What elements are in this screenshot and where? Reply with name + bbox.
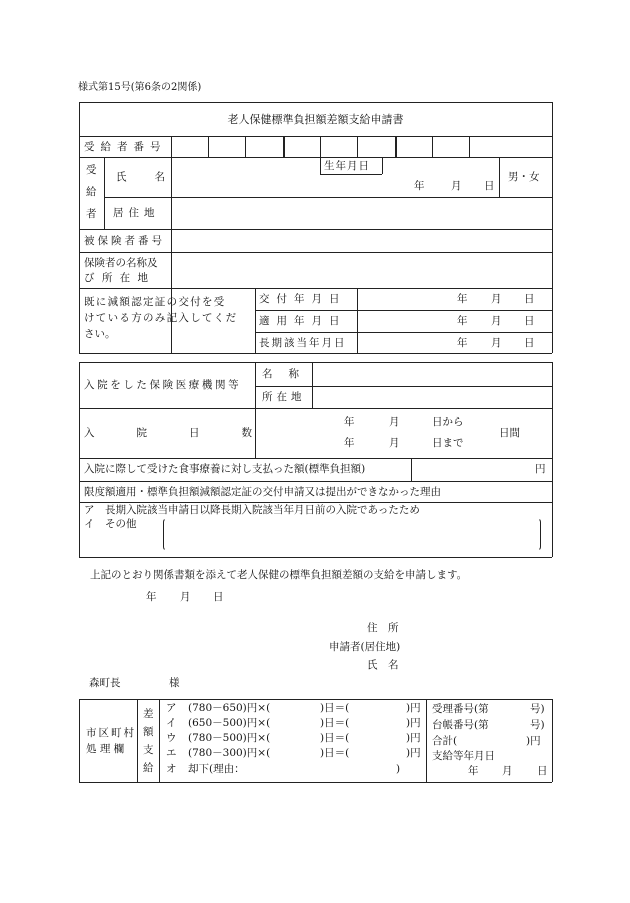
from-year: 年 [344,416,355,428]
calc-row-d-days: )日＝( [320,747,350,759]
office-label-2: 処 理 欄 [86,743,125,755]
to-year: 年 [344,437,355,449]
addressee: 森町長 [89,677,121,689]
applicant-label: 申請者(居住地) [329,641,401,653]
name-label: 氏名 [116,171,193,183]
apply-date-label: 適用年月日 [259,315,347,327]
recipient-side-label-1: 受 [86,164,97,176]
to-month: 月 [389,437,400,449]
form-number: 様式第15号(第6条の2関係) [78,82,202,93]
gender-options[interactable]: 男・女 [508,171,540,183]
calc-row-a-yen: )円 [406,702,421,714]
birthdate-label: 生年月日 [324,160,370,172]
diff-label-3: 支 [143,744,154,756]
applicant-address-label: 住 所 [367,622,399,634]
calc-row-a-days: )日＝( [320,702,350,714]
calc-row-c-days: )日＝( [320,732,350,744]
issue-month: 月 [491,293,502,305]
receipt-number-label: 受理番号(第 [432,703,489,715]
date-month: 月 [180,591,191,603]
name-field[interactable] [172,175,498,196]
application-statement: 上記のとおり関係書類を添えて老人保健の標準負担額差額の支給を申請します。 [90,569,468,581]
calc-row-b-days: )日＝( [320,717,350,729]
insurer-field[interactable] [172,253,551,287]
birth-day: 日 [484,180,495,192]
meal-paid-yen: 円 [535,463,546,475]
hospital-label: 入院をした保険医療機関等 [84,379,242,391]
issue-day: 日 [524,293,535,305]
admission-days-label: 入院日数 [84,427,294,439]
receipt-number-suffix: 号) [530,703,545,715]
apply-month: 月 [491,315,502,327]
recipient-number-boxes[interactable] [172,137,551,157]
calc-row-c-yen: )円 [406,732,421,744]
pay-year: 年 [468,765,479,777]
total-label: 合計( [432,735,458,747]
insured-number-field[interactable] [172,230,551,251]
honorific: 様 [169,677,180,689]
long-term-year: 年 [457,337,468,349]
hospital-address-field[interactable] [313,387,551,407]
meal-paid-field[interactable] [412,459,532,480]
to-suffix: 日まで [432,437,464,449]
recipient-number-label: 受給者番号 [84,141,167,153]
reduced-cert-note-2: けている方のみ記入してくだ [84,312,238,324]
calc-row-b-yen: )円 [406,717,421,729]
insured-number-label: 被保険者番号 [84,235,165,247]
calc-row-b-formula: (650－500)円×( [188,717,271,729]
diff-label-4: 給 [143,762,154,774]
from-month: 月 [389,416,400,428]
calc-row-d-formula: (780－300)円×( [188,747,271,759]
issue-year: 年 [457,293,468,305]
calc-row-a-key: ア [166,702,177,714]
insurer-label-1: 保険者の名称及 [84,257,158,269]
reject-key: オ [166,763,177,775]
reason-label: 限度額適用・標準負担額減額認定証の交付申請又は提出ができなかった理由 [84,486,441,498]
total-yen: )円 [526,735,541,747]
long-term-date-label: 長期該当年月日 [259,337,347,349]
ledger-number-label: 台帳番号(第 [432,719,489,731]
from-suffix: 日から [432,416,464,428]
office-label-1: 市区町村 [86,727,136,739]
diff-label-2: 額 [143,726,154,738]
days-suffix: 日間 [499,427,520,439]
recipient-side-label-3: 者 [86,208,97,220]
recipient-side-label-2: 給 [86,186,97,198]
applicant-name-label: 氏 名 [367,659,399,671]
birth-year: 年 [414,180,425,192]
calc-row-c-key: ウ [166,732,177,744]
hospital-address-label: 所在地 [262,391,306,403]
pay-date-label: 支給等年月日 [432,750,495,762]
long-term-day: 日 [524,337,535,349]
address-field[interactable] [172,198,551,228]
reduced-cert-note-3: さい。 [84,328,116,340]
address-label: 居住地 [113,207,160,219]
calc-row-d-yen: )円 [406,747,421,759]
calc-row-a-formula: (780－650)円×( [188,702,271,714]
reason-other-field[interactable] [163,518,541,551]
meal-paid-label: 入院に際して受けた食事療養に対し支払った額(標準負担額) [84,463,366,475]
form-title: 老人保健標準負担額差額支給申請書 [227,113,404,126]
reason-a[interactable]: ア 長期入院該当申請日以降長期入院該当年月日前の入院であったため [84,504,420,516]
ledger-number-suffix: 号) [530,719,545,731]
pay-month: 月 [502,765,513,777]
date-year: 年 [146,591,157,603]
calc-row-b-key: イ [166,717,177,729]
hospital-name-field[interactable] [313,363,551,385]
insurer-label-2: び 所 在 地 [84,272,151,284]
date-day: 日 [213,591,224,603]
issue-date-label: 交付年月日 [259,293,347,305]
calc-row-c-formula: (780－500)円×( [188,732,271,744]
calc-row-d-key: エ [166,747,177,759]
long-term-month: 月 [491,337,502,349]
reduced-cert-note-1: 既に減額認定証の交付を受 [84,296,226,308]
hospital-name-label: 名称 [262,368,315,380]
apply-year: 年 [457,315,468,327]
reason-b[interactable]: イ その他 [84,518,137,530]
pay-day: 日 [537,765,548,777]
diff-label-1: 差 [143,708,154,720]
reject-label: 却下(理由： [188,763,245,775]
birth-month: 月 [451,180,462,192]
reject-close: ) [396,763,401,775]
apply-day: 日 [524,315,535,327]
